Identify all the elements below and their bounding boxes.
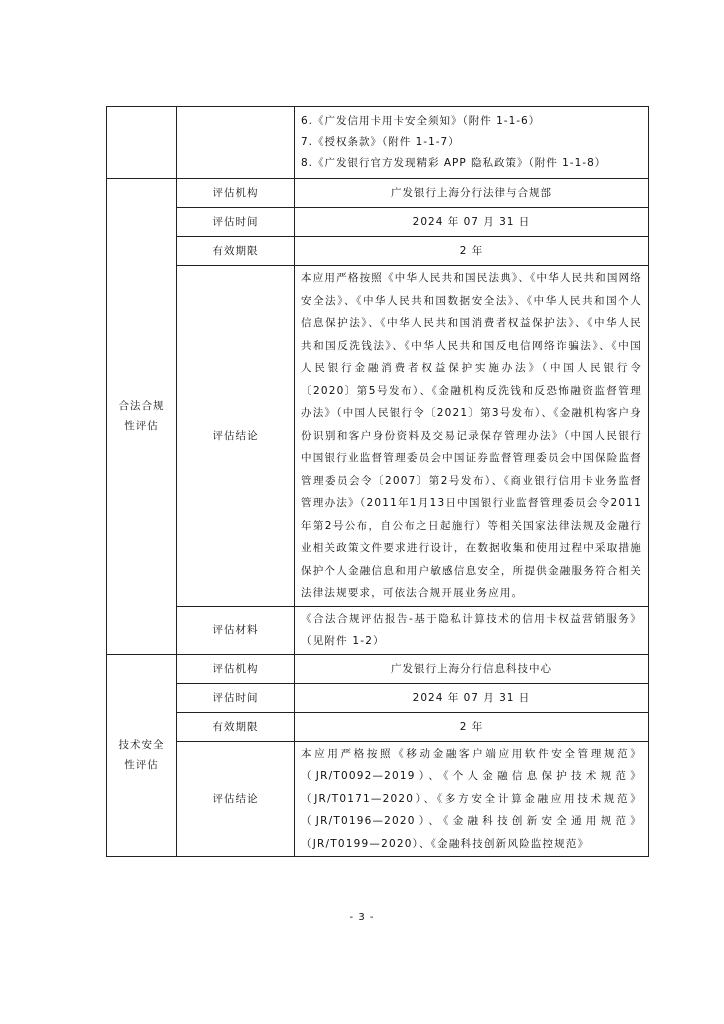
- security-time-value: 2024 年 07 月 31 日: [295, 683, 649, 712]
- page-number: - 3 -: [349, 912, 375, 923]
- security-org-label: 评估机构: [177, 654, 295, 683]
- security-section-label: 技术安全性评估: [107, 654, 177, 857]
- security-time-label: 评估时间: [177, 683, 295, 712]
- compliance-conclusion-text: 本应用严格按照《中华人民共和国民法典》、《中华人民共和国网络安全法》、《中华人民共和国数据安全法》、《中华人民共和国个人信息保护法》、《中华人民共和国消费者权益保护法》、《中华人民共和国反洗钱法》、《中华人民共和国反电信网络诈骗法》、《中国人民银行金融消费者权益保护实施办法》（中国人民银行令〔2020〕第5号发布）、《金融机构反洗钱和反恐怖融资监督管理办法》（中国人民银行令〔2021〕第3号发布）、《金融机构客户身份识别和客户身份资料及交易记录保存管理办法》（中国人民银行中国银行业监督管理委员会中国证券监督管理委员会中国保险监督管理委员会令〔2007〕第2号发布）、《商业银行信用卡业务监督管理办法》（2011年1月13日中国银行业监督管理委员会令2011年第2号公布，自公布之日起施行）等相关国家法律法规及金融行业相关政策文件要求进行设计，在数据收集和使用过程中采取措施保护个人金融信息和用户敏感信息安全，所提供金融服务符合相关法律法规要求，可依法合规开展业务应用。: [295, 266, 649, 607]
- assessment-table: [106, 106, 649, 857]
- compliance-conclusion-row: [107, 266, 649, 607]
- compliance-conclusion-label: 评估结论: [177, 266, 295, 607]
- compliance-section-label: 合法合规性评估: [107, 179, 177, 655]
- materials-continued-row: [107, 107, 649, 179]
- compliance-validity-value: 2 年: [295, 237, 649, 266]
- compliance-validity-label: 有效期限: [177, 237, 295, 266]
- compliance-time-row: [107, 208, 649, 237]
- compliance-org-value: 广发银行上海分行法律与合规部: [295, 179, 649, 208]
- attachment-list: [295, 107, 649, 179]
- security-time-row: [107, 683, 649, 712]
- security-validity-row: [107, 712, 649, 741]
- security-org-value: 广发银行上海分行信息科技中心: [295, 654, 649, 683]
- compliance-time-label: 评估时间: [177, 208, 295, 237]
- compliance-validity-row: [107, 237, 649, 266]
- compliance-org-label: 评估机构: [177, 179, 295, 208]
- compliance-time-value: 2024 年 07 月 31 日: [295, 208, 649, 237]
- security-conclusion-text: 本应用严格按照《移动金融客户端应用软件安全管理规范》（JR/T0092—2019）、《个人金融信息保护技术规范》（JR/T0171—2020）、《多方安全计算金融应用技术规范》（JR/T0196—2020）、《金融科技创新安全通用规范》（JR/T0199—2020）、《金融科技创新风险监控规范》: [295, 741, 649, 857]
- list-item: 7.《授权条款》（附件 1-1-7）: [301, 136, 460, 148]
- security-validity-value: 2 年: [295, 712, 649, 741]
- compliance-material-text: 《合法合规评估报告-基于隐私计算技术的信用卡权益营销服务》（见附件 1-2）: [295, 606, 649, 654]
- security-validity-label: 有效期限: [177, 712, 295, 741]
- compliance-material-label: 评估材料: [177, 606, 295, 654]
- security-conclusion-row: [107, 741, 649, 857]
- list-item: 6.《广发信用卡用卡安全须知》（附件 1-1-6）: [301, 115, 541, 127]
- security-org-row: [107, 654, 649, 683]
- compliance-material-row: [107, 606, 649, 654]
- list-item: 8.《广发银行官方发现精彩 APP 隐私政策》（附件 1-1-8）: [301, 157, 607, 169]
- security-conclusion-label: 评估结论: [177, 741, 295, 857]
- compliance-org-row: [107, 179, 649, 208]
